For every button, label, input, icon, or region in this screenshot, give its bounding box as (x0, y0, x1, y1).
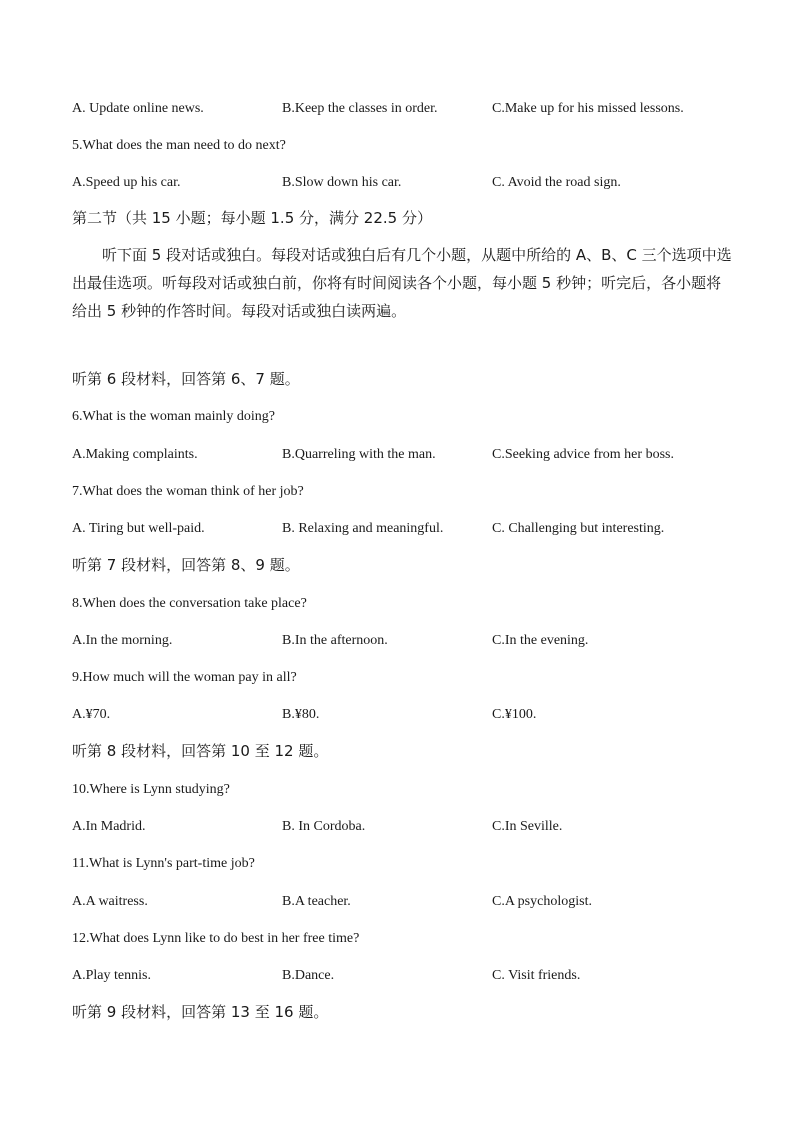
material8-heading: 听第 8 段材料，回答第 10 至 12 题。 (72, 742, 329, 760)
q12-option-a: A.Play tennis. (72, 968, 151, 983)
q10-option-c: C.In Seville. (492, 819, 563, 834)
q9-option-c: C.¥100. (492, 707, 537, 722)
q11-option-c: C.A psychologist. (492, 894, 592, 909)
q4-option-b: B.Keep the classes in order. (282, 101, 438, 116)
q6-option-a: A.Making complaints. (72, 447, 198, 462)
q12-option-c: C. Visit friends. (492, 968, 581, 983)
q8-option-b: B.In the afternoon. (282, 633, 388, 648)
q5-option-c: C. Avoid the road sign. (492, 175, 621, 190)
q7-option-b: B. Relaxing and meaningful. (282, 521, 444, 536)
q10-question: 10.Where is Lynn studying? (72, 782, 230, 797)
q4-option-c: C.Make up for his missed lessons. (492, 101, 684, 116)
q11-option-b: B.A teacher. (282, 894, 351, 909)
q6-option-c: C.Seeking advice from her boss. (492, 447, 674, 462)
q7-option-c: C. Challenging but interesting. (492, 521, 665, 536)
q9-option-a: A.¥70. (72, 707, 111, 722)
q7-option-a: A. Tiring but well-paid. (72, 521, 205, 536)
q12-question: 12.What does Lynn like to do best in her free time? (72, 931, 360, 946)
q12-option-b: B.Dance. (282, 968, 335, 983)
q9-question: 9.How much will the woman pay in all? (72, 670, 297, 685)
q8-option-c: C.In the evening. (492, 633, 589, 648)
q6-option-b: B.Quarreling with the man. (282, 447, 436, 462)
q11-option-a: A.A waitress. (72, 894, 148, 909)
q5-question: 5.What does the man need to do next? (72, 138, 286, 153)
material9-heading: 听第 9 段材料，回答第 13 至 16 题。 (72, 1003, 329, 1021)
q10-option-a: A.In Madrid. (72, 819, 146, 834)
section2-heading: 第二节（共 15 小题；每小题 1.5 分，满分 22.5 分） (72, 209, 432, 227)
q4-option-a: A. Update online news. (72, 101, 204, 116)
q9-option-b: B.¥80. (282, 707, 320, 722)
q8-option-a: A.In the morning. (72, 633, 173, 648)
q5-option-b: B.Slow down his car. (282, 175, 402, 190)
material6-heading: 听第 6 段材料，回答第 6、7 题。 (72, 370, 300, 388)
q11-question: 11.What is Lynn's part-time job? (72, 856, 255, 871)
material7-heading: 听第 7 段材料，回答第 8、9 题。 (72, 556, 300, 574)
q10-option-b: B. In Cordoba. (282, 819, 366, 834)
q5-option-a: A.Speed up his car. (72, 175, 181, 190)
q6-question: 6.What is the woman mainly doing? (72, 409, 275, 424)
section2-instruction: 听下面 5 段对话或独白。每段对话或独白后有几个小题，从题中所给的 A、B、C 三个选项中选出最佳选项。听每段对话或独白前，你将有时间阅读各个小题，每小题 5 秒钟；听完后，各小题将给出 5 秒钟的作答时间。每段对话或独白读两遍。 (72, 246, 732, 320)
q7-question: 7.What does the woman think of her job? (72, 484, 304, 499)
q8-question: 8.When does the conversation take place? (72, 596, 307, 611)
